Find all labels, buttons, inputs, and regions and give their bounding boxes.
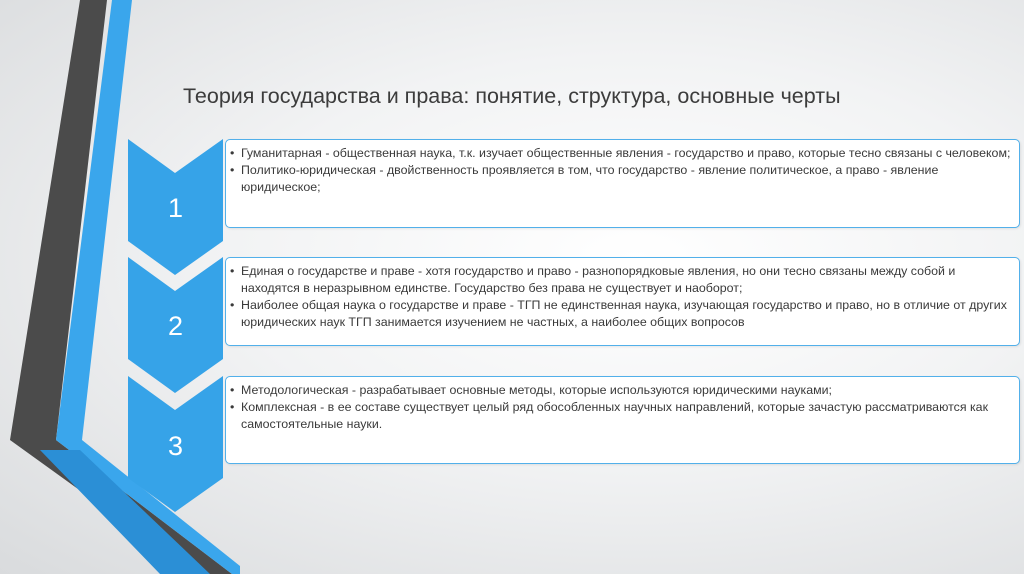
bullet-icon: • [230,163,235,177]
bullet-icon: • [230,383,235,397]
bullet-item: • Единая о государстве и праве - хотя государство и право - разнопорядковые явления, но они тесно связаны между собой и находятся в неразрывном единстве. Государство без права не существует и наоборот; [230,264,956,295]
page-title: Теория государства и права: понятие, структура, основные черты [183,84,841,108]
step-number: 3 [167,431,184,461]
bullet-item: • Политико-юридическая - двойственность проявляется в том, что государство - явление политическое, а право - явление юридическое; [230,163,939,194]
bullet-item: • Комплексная - в ее составе существует целый ряд обособленных научных направлений, которые зачастую рассматриваются как самостоятельные науки. [230,400,988,431]
bullet-icon: • [230,264,235,278]
step-content-box [225,139,1020,228]
step-content-box [225,376,1020,464]
bullet-item: • Гуманитарная - общественная наука, т.к. изучает общественные явления - государство и право, которые тесно связаны с человеком; [230,146,1011,160]
bullet-icon: • [230,146,235,160]
bullet-icon: • [230,400,235,414]
bullet-item: • Наиболее общая наука о государстве и праве - ТГП не единственная наука, изучающая государство и право, но в отличие от других юридических наук ТГП занимается изучением не частных, а наиболее общих вопросов [230,298,1007,329]
bullet-icon: • [230,298,235,312]
step-content-box [225,257,1020,346]
bullet-item: • Методологическая - разрабатывает основные методы, которые используются юридическими науками; [230,383,832,397]
step-number: 2 [167,311,184,341]
step-number: 1 [167,193,184,223]
